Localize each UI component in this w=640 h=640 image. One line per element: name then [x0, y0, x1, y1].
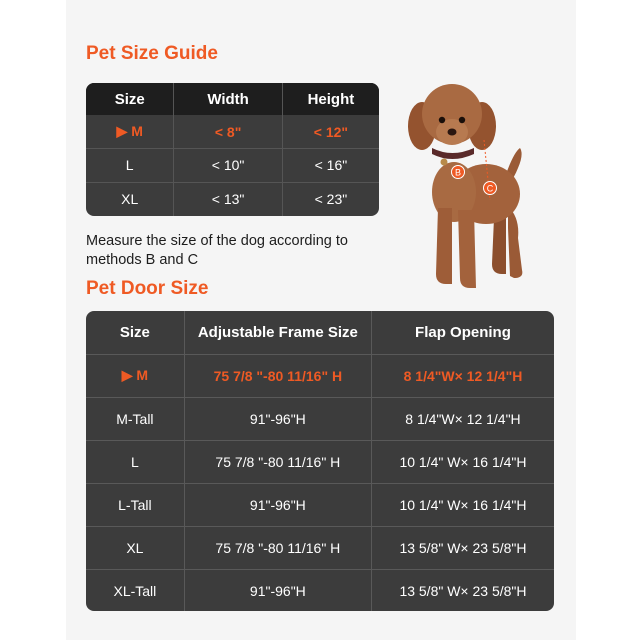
- header-flap-opening: Flap Opening: [371, 311, 554, 354]
- header-width: Width: [174, 83, 282, 115]
- width-cell: < 10": [174, 149, 282, 183]
- frame-cell: 75 7/8 "-80 11/16" H: [184, 526, 371, 569]
- header-height: Height: [282, 83, 379, 115]
- size-cell: L-Tall: [86, 483, 184, 526]
- door-size-header-row: [86, 311, 554, 354]
- size-cell: L: [86, 440, 184, 483]
- table-row: [86, 354, 554, 397]
- size-cell: ▶ M: [86, 354, 184, 397]
- table-row: [86, 115, 379, 149]
- flap-cell: 10 1/4" W× 16 1/4"H: [371, 440, 554, 483]
- flap-cell: 13 5/8" W× 23 5/8"H: [371, 569, 554, 611]
- size-cell: L: [86, 149, 174, 183]
- table-row: [86, 483, 554, 526]
- size-guide-title: Pet Size Guide: [86, 43, 218, 64]
- frame-cell: 75 7/8 "-80 11/16" H: [184, 440, 371, 483]
- door-size-table: [86, 311, 554, 611]
- measure-note: Measure the size of the dog according to methods B and C: [86, 233, 348, 268]
- size-guide-table: [86, 83, 379, 216]
- header-size: Size: [114, 90, 145, 108]
- flap-cell: 13 5/8" W× 23 5/8"H: [371, 526, 554, 569]
- width-cell: < 13": [174, 182, 282, 216]
- flap-cell: 8 1/4"W× 12 1/4"H: [371, 397, 554, 440]
- dog-photo: [398, 78, 536, 290]
- table-row: [86, 182, 379, 216]
- size-cell: M-Tall: [86, 397, 184, 440]
- marker-c-label: C: [486, 183, 494, 194]
- table-row: [86, 569, 554, 611]
- frame-cell: 91"-96"H: [184, 397, 371, 440]
- header-frame-size: Adjustable Frame Size: [184, 311, 371, 354]
- size-cell: ▶ M: [116, 123, 143, 140]
- height-cell: < 12": [282, 115, 379, 149]
- table-row: [86, 526, 554, 569]
- header-size: Size: [119, 323, 150, 341]
- flap-cell: 8 1/4"W× 12 1/4"H: [371, 354, 554, 397]
- frame-cell: 91"-96"H: [184, 569, 371, 611]
- marker-b-label: B: [454, 167, 462, 178]
- table-row: [86, 440, 554, 483]
- frame-cell: 91"-96"H: [184, 483, 371, 526]
- size-guide-header-row: [86, 83, 379, 115]
- height-cell: < 23": [282, 182, 379, 216]
- table-row: [86, 397, 554, 440]
- flap-cell: 10 1/4" W× 16 1/4"H: [371, 483, 554, 526]
- size-cell: XL: [86, 182, 174, 216]
- size-cell: XL-Tall: [86, 569, 184, 611]
- size-cell: XL: [86, 526, 184, 569]
- door-size-title: Pet Door Size: [86, 278, 209, 299]
- frame-cell: 75 7/8 "-80 11/16" H: [184, 354, 371, 397]
- width-cell: < 8": [174, 115, 282, 149]
- table-row: [86, 149, 379, 183]
- height-cell: < 16": [282, 149, 379, 183]
